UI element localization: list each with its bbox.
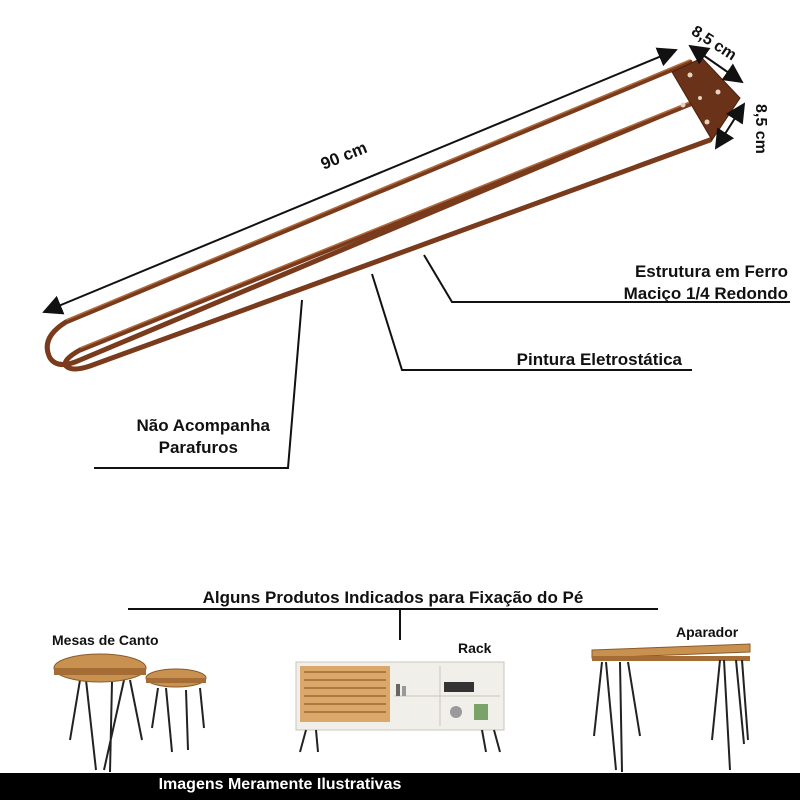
material-callout-line2: Maciço 1/4 Redondo [623,284,788,303]
leg-rod-upper [47,62,690,365]
console-table-illustration [592,644,750,772]
length-label: 90 cm [318,137,370,174]
leg-rod-lower [65,100,710,369]
product-label-console: Aparador [676,624,739,640]
footer-bar [0,773,800,800]
product-label-side-tables: Mesas de Canto [52,632,159,648]
product-label-rack: Rack [458,640,492,656]
depth-label: 8,5 cm [752,104,769,154]
width-label: 8,5 cm [688,22,740,65]
hairpin-leg [47,62,710,369]
footer-disclaimer: Imagens Meramente Ilustrativas [158,776,402,793]
rack-illustration [296,662,504,752]
products-heading: Alguns Produtos Indicados para Fixação do Pé [202,588,584,607]
side-tables-illustration [54,654,206,772]
material-callout-line1: Estrutura em Ferro [634,262,788,281]
paint-callout: Pintura Eletrostática [516,350,682,369]
screws-callout-line1: Não Acompanha [136,416,270,435]
screws-callout-line2: Parafuros [158,438,238,457]
